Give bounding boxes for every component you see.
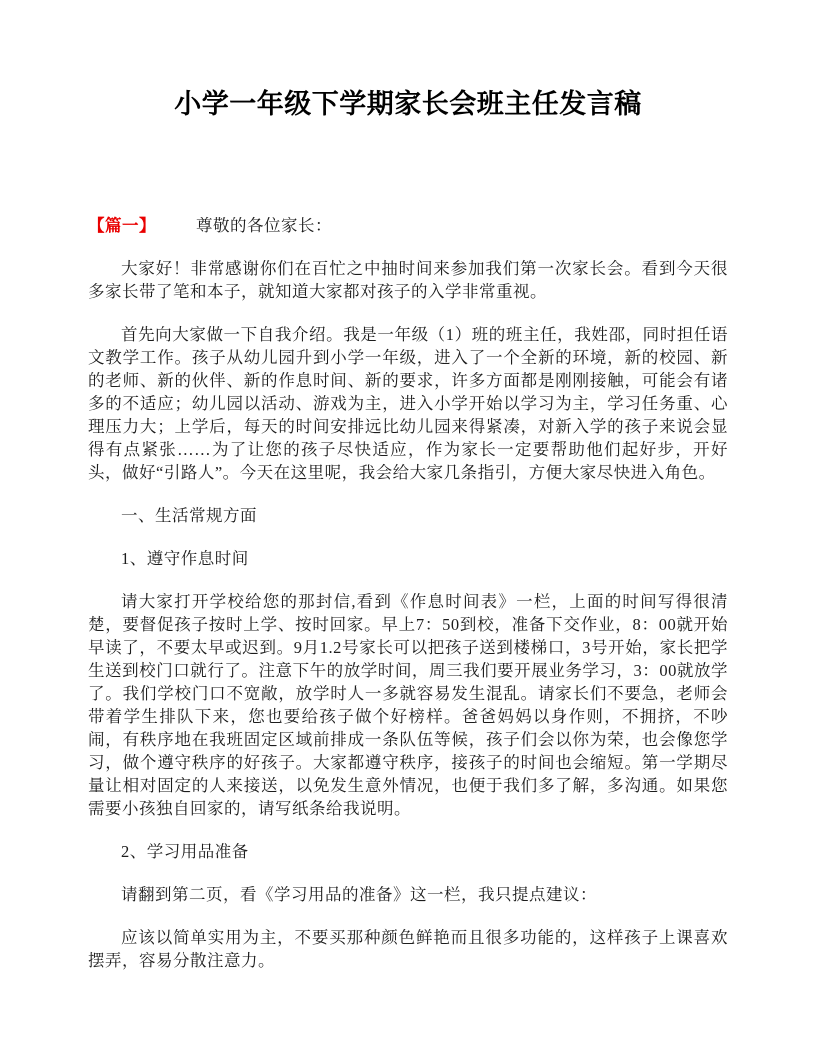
piece-label: 【篇一】 xyxy=(88,216,156,236)
salutation: 尊敬的各位家长： xyxy=(196,216,332,236)
paragraph-supplies-advice: 应该以简单实用为主，不要买那种颜色鲜艳而且很多功能的，这样孩子上课喜欢摆弄，容易分散注意力。 xyxy=(88,928,728,971)
paragraph-greeting: 大家好！非常感谢你们在百忙之中抽时间来参加我们第一次家长会。看到今天很多家长带了笔和本子，就知道大家都对孩子的入学非常重视。 xyxy=(88,259,728,302)
paragraph-schedule-details: 请大家打开学校给您的那封信,看到《作息时间表》一栏，上面的时间写得很清楚，要督促孩子按时上学、按时回家。早上7：50到校，准备下交作业，8：00就开始早读了，不要太早或迟到。9月1.2号家长可以把孩子送到楼梯口，3号开始，家长把学生送到校门口就行了。注意下午的放学时间，周三我们要开展业务学习，3：00就放学了。我们学校门口不宽敞，放学时人一多就容易发生混乱。请家长们不要急，老师会带着学生排队下来，您也要给孩子做个好榜样。爸爸妈妈以身作则，不拥挤，不吵闹，有秩序地在我班固定区域前排成一条队伍等候，孩子们会以你为荣，也会像您学习，做个遵守秩序的好孩子。大家都遵守秩序，接孩子的时间也会缩短。第一学期尽量让相对固定的人来接送，以免发生意外情况，也便于我们多了解，多沟通。如果您需要小孩独自回家的，请写纸条给我说明。 xyxy=(88,592,728,819)
section-heading-life-routine: 一、生活常规方面 xyxy=(121,506,257,526)
paragraph-self-introduction: 首先向大家做一下自我介绍。我是一年级（1）班的班主任，我姓邵，同时担任语文教学工作。孩子从幼儿园升到小学一年级，进入了一个全新的环境，新的校园、新的老师、新的伙伴、新的作息时间、新的要求，许多方面都是刚刚接触，可能会有诸多的不适应；幼儿园以活动、游戏为主，进入小学开始以学习为主，学习任务重、心理压力大；上学后，每天的时间安排远比幼儿园来得紧凑，对新入学的孩子来说会显得有点紧张……为了让您的孩子尽快适应，作为家长一定要帮助他们起好步，开好头，做好“引路人”。今天在这里呢，我会给大家几条指引，方便大家尽快进入角色。 xyxy=(88,325,728,483)
subsection-heading-schedule: 1、遵守作息时间 xyxy=(121,549,249,569)
subsection-heading-school-supplies: 2、学习用品准备 xyxy=(121,842,249,862)
paragraph-supplies-intro: 请翻到第二页，看《学习用品的准备》这一栏，我只提点建议： xyxy=(121,885,597,905)
piece-intro-line xyxy=(88,214,728,237)
document-title: 小学一年级下学期家长会班主任发言稿 xyxy=(174,89,642,119)
